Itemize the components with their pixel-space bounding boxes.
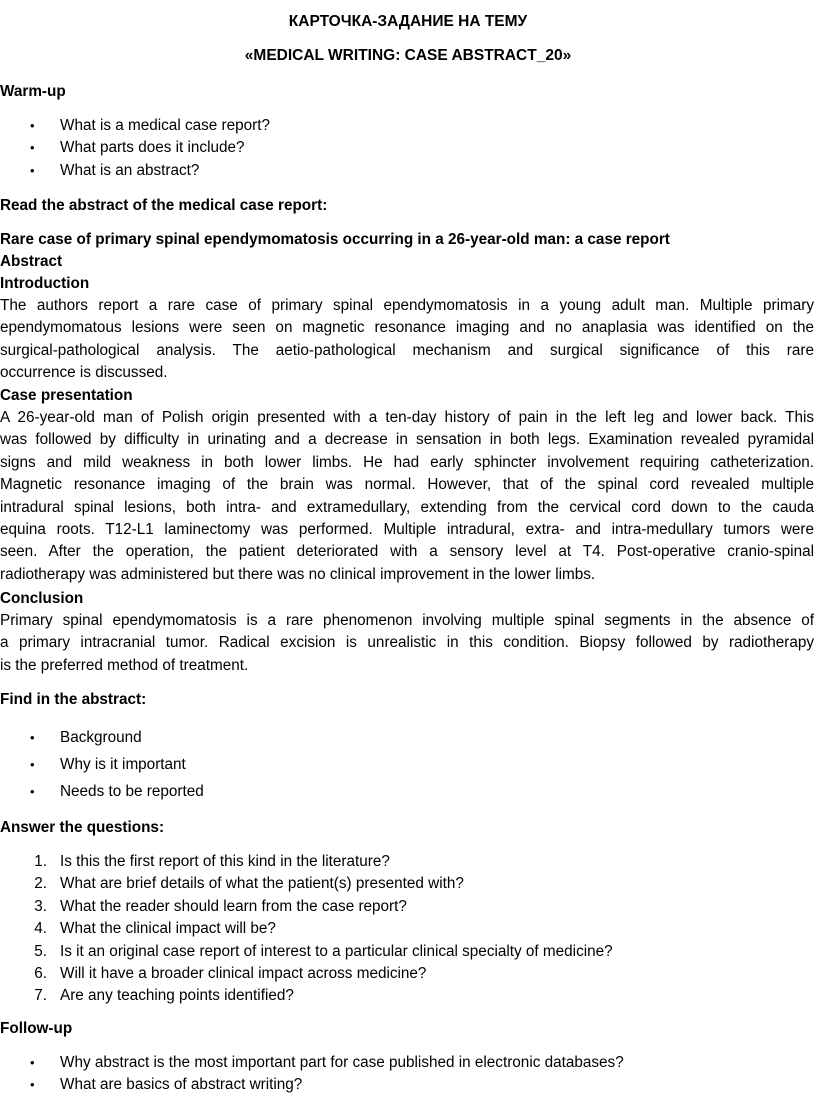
list-item: • Why is it important [0,751,204,778]
case-presentation-heading: Case presentation [0,387,133,404]
conclusion-text: Primary spinal ependymomatosis is a rare phenomenon involving multiple spinal segments in the absence of a primary intracranial tumor. Radical excision is unrealistic in this condition. Biopsy followed by radiotherapy is the preferred method of treatment. [0,612,814,674]
list-item: 2. What are brief details of what the patient(s) presented with? [34,875,464,893]
list-item: • Why abstract is the most important part for case published in electronic databases? [0,1052,624,1074]
abstract-label: Abstract [0,253,63,270]
page-title-line2: «MEDICAL WRITING: CASE ABSTRACT_20» [244,47,572,64]
page-title-line1: КАРТОЧКА-ЗАДАНИЕ НА ТЕМУ [288,13,528,30]
followup-heading: Follow-up [0,1020,73,1037]
list-item: 7. Are any teaching points identified? [34,987,294,1005]
bullet-icon: • [30,140,35,156]
list-item: • Background [0,724,204,751]
followup-list [0,1052,624,1097]
article-title: Rare case of primary spinal ependymomatosis occurring in a 26-year-old man: a case report [0,231,670,248]
read-heading: Read the abstract of the medical case report: [0,197,328,214]
bullet-icon: • [30,1055,35,1070]
warmup-list [0,115,270,182]
list-item: • What are basics of abstract writing? [0,1074,624,1096]
bullet-icon: • [30,730,35,745]
questions-list [0,851,613,1008]
list-item: • What is an abstract? [0,160,270,182]
bullet-icon: • [30,1077,35,1093]
conclusion-heading: Conclusion [0,590,84,607]
case-presentation-text: A 26-year-old man of Polish origin presented with a ten-day history of pain in the left leg and lower back. This was followed by difficulty in urinating and a decrease in sensation in both legs. Examination revealed pyramidal signs and mild weakness in both lower limbs. He had early sphincter involvement requiring catheterization. Magnetic resonance imaging of the brain was normal. However, that of the spinal cord revealed multiple intradural spinal lesions, both intra- and extramedullary, extending from the cervical cord down to the cauda equina roots. T12-L1 laminectomy was performed. Multiple intradural, extra- and intra-medullary tumors were seen. After the operation, the patient deteriorated with a sensory level at T4. Post-operative cranio-spinal radiotherapy was administered but there was no clinical improvement in the lower limbs. [0,409,814,583]
introduction-heading: Introduction [0,275,90,292]
introduction-text: The authors report a rare case of primary spinal ependymomatosis in a young adult man. Multiple primary ependymomatous lesions were seen on magnetic resonance imaging and no anaplasia was identified on the surgical-pathological analysis. The aetio-pathological mechanism and surgical significance of this rare occurrence is discussed. [0,297,814,382]
list-item: 1. Is this the first report of this kind in the literature? [34,853,390,870]
bullet-icon: • [30,162,35,178]
find-list [0,724,204,805]
bullet-icon: • [30,118,35,133]
bullet-icon: • [30,757,35,772]
list-item: 4. What the clinical impact will be? [34,920,276,938]
list-item: • Needs to be reported [0,778,204,805]
answer-heading: Answer the questions: [0,819,165,836]
list-item: 5. Is it an original case report of interest to a particular clinical specialty of medicine? [34,942,613,960]
list-item: 3. What the reader should learn from the case report? [34,897,407,915]
list-item: • What parts does it include? [0,137,270,159]
warmup-heading: Warm-up [0,83,66,100]
list-item: • What is a medical case report? [0,115,270,137]
list-item: 6. Will it have a broader clinical impact across medicine? [34,965,427,983]
find-heading: Find in the abstract: [0,691,147,708]
bullet-icon: • [30,784,35,799]
